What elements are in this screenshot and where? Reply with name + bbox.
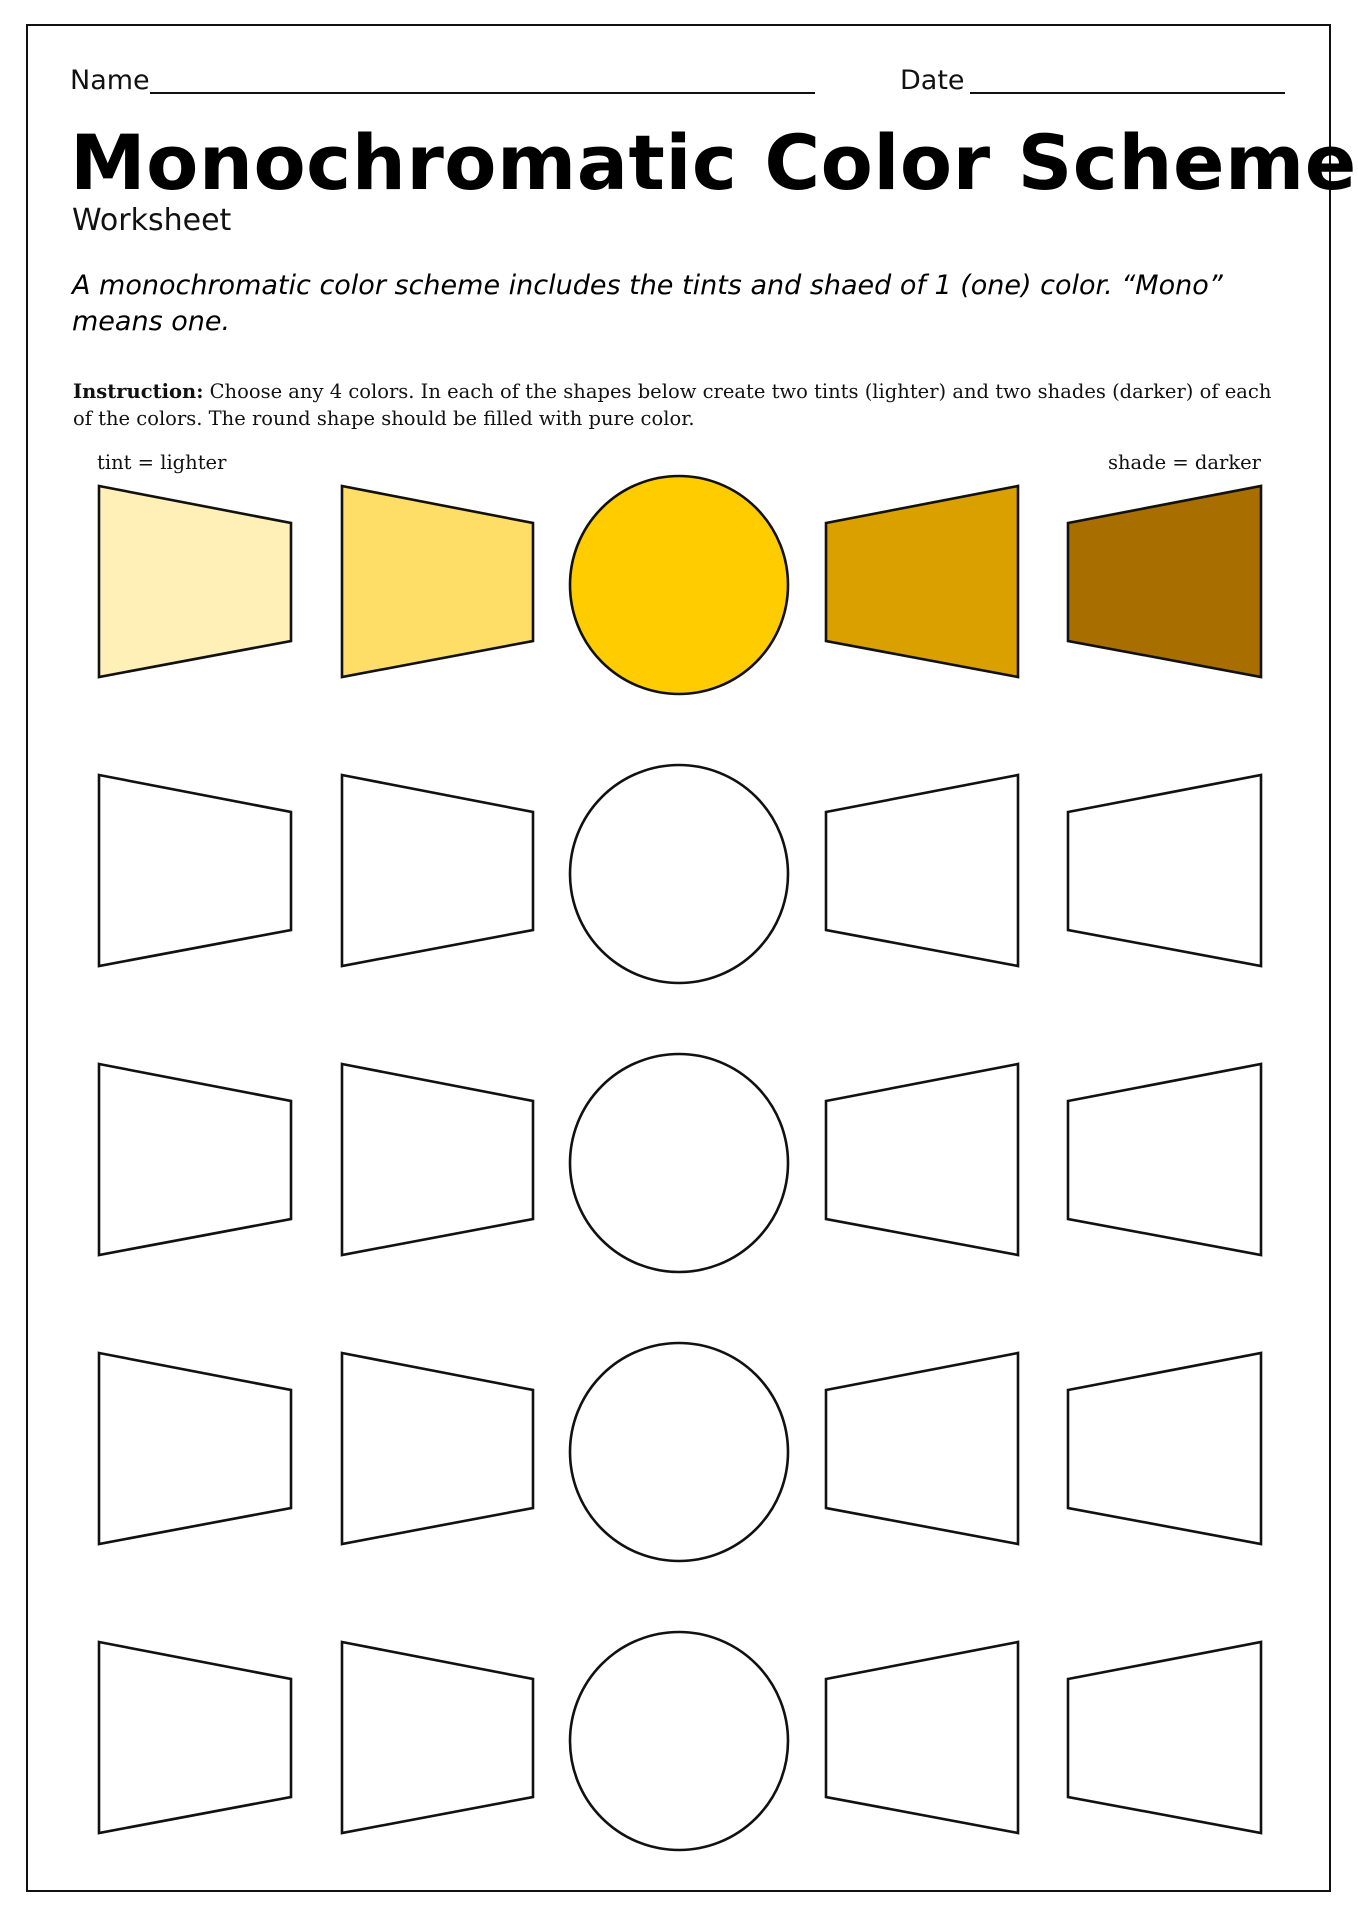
shade-1-shape[interactable] [826,486,1018,677]
tint-2-shape[interactable] [342,1064,533,1255]
date-label: Date [900,65,965,96]
tint-2-shape[interactable] [342,1642,533,1833]
page-title: Monochromatic Color Scheme [70,118,1357,207]
shade-1-shape[interactable] [826,1064,1018,1255]
shade-2-shape[interactable] [1068,1353,1261,1544]
shade-1-shape[interactable] [826,775,1018,966]
pure-color-circle[interactable] [570,1343,788,1561]
shade-1-shape[interactable] [826,1353,1018,1544]
intro-text: A monochromatic color scheme includes the tints and shaed of 1 (one) color. “Mono” means one. [72,270,1223,337]
shade-2-shape[interactable] [1068,1642,1261,1833]
shade-2-shape[interactable] [1068,486,1261,677]
shade-2-shape[interactable] [1068,775,1261,966]
name-label: Name [70,65,150,96]
tint-1-shape[interactable] [99,486,291,677]
tint-1-shape[interactable] [99,1642,291,1833]
shape-row [99,765,1261,983]
tint-2-shape[interactable] [342,1353,533,1544]
tint-1-shape[interactable] [99,1353,291,1544]
pure-color-circle[interactable] [570,765,788,983]
tint-2-shape[interactable] [342,775,533,966]
pure-color-circle[interactable] [570,1632,788,1850]
tint-2-shape[interactable] [342,486,533,677]
shade-legend: shade = darker [1107,451,1261,474]
shade-1-shape[interactable] [826,1642,1018,1833]
shade-2-shape[interactable] [1068,1064,1261,1255]
pure-color-circle[interactable] [570,1054,788,1272]
instruction-label: Instruction: [73,380,204,403]
shape-row [99,1054,1261,1272]
shape-row [99,1343,1261,1561]
shape-row [99,1632,1261,1850]
tint-1-shape[interactable] [99,775,291,966]
instruction-body: Choose any 4 colors. In each of the shapes below create two tints (lighter) and two shades (darker) of each of the colors. The round shape should be filled with pure color. [73,380,1272,430]
shape-row [99,476,1261,694]
pure-color-circle[interactable] [570,476,788,694]
tint-1-shape[interactable] [99,1064,291,1255]
page-subtitle: Worksheet [72,203,232,238]
tint-legend: tint = lighter [97,451,227,474]
